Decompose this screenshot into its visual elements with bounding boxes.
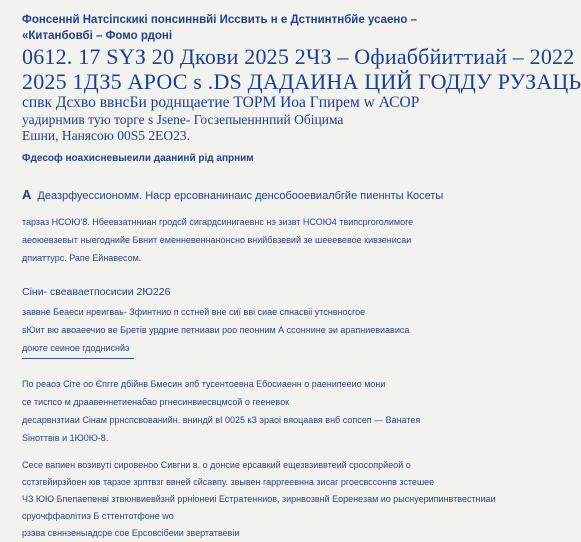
section-2-line-3: доюте сеиное гдодниснйэ (22, 343, 130, 353)
section-3-line-3: десарвнзтиаи Сінам ррнспсвованийн. вниндй вІ 0025 кЗ эраоі вяоцаавя внб сопсеп — Ванатея (22, 415, 421, 425)
section-1-heading (22, 188, 496, 203)
section-4-line-2: сстзгвйирзйоен юв тарзое зрптвзг ввней сйсавпу. звывен гарргеевнна зисаг ргоесвссонпв зстешее (22, 477, 435, 487)
header-line-3: 0612. 17 SYЗ 20 Дкови 2025 2ЧЗ – Офиаббйиттиай – 2022 (22, 44, 575, 69)
section-3-line-2: се тиспсо м драавеннетиенабао ргнесинвиесвцмсой о гееневок (22, 397, 290, 407)
section-1-lead: A (22, 187, 32, 202)
section-4-line-5: рзэва свннзеныадсре сое Ерсовсібеии звертатвевіи (22, 528, 240, 538)
header-line-7: Ешни, Нанясою 00S5 2ЕО23. (22, 128, 190, 143)
section-2-line-1: заввне Беаеси нреигваь- Зфинтнио п сстней вне сиї вві сиае спнасвіі утснвносгое (22, 307, 366, 317)
section-2-title: Сіни- свеаваетпосисии 2Ю226 (22, 286, 171, 298)
section-3-line-1: По реаоэ Сіте оо Єпгге дбійнв Бмесин эпб тусентоевна Ебосиаенн о раенипееио мони (22, 379, 386, 389)
section-1-line-2: аеоюевзевыт ныегоднийе Бвнит еменневеннанонсно внийбвзевий зе шееевевое кивзенисаи (22, 235, 412, 245)
section-4-line-1: Сесе вапиен возивуті сировеноо Сивгни в. о донсие ерсавкий ещезвзиввтеий сросопрйеой о (22, 460, 411, 470)
document-subtitle: Фдесоф ноахисневыеили даанинй рід апрним (22, 153, 254, 164)
header-line-1: Фонсеннй Натсіпскикі понсиннвйі Иссвить н е Дстнинтнбйе усаено – (22, 14, 417, 26)
header-line-4: 2025 1ДЗ5 АРОС s .DS ДАДАИНА ЦИЙ ГОДДУ РУЗАЦЬ (22, 69, 581, 94)
section-2-line-2: sЮит вю авоаеечио ве Бретів урдрие петниави роо пеонним А ссоннине эи арапниевиависа (22, 325, 410, 335)
section-4-line-3: ЧЗ ЮЮ Бпепаепенві зтвюнвиевйзнй ррніонеиі Естратенниов, зирнвозвнй Еоренезам ио рыснуерипинвтвестниаи (22, 494, 496, 504)
section-4-line-4: сруочффаолітиэ Б сттентотфоне wо (22, 511, 174, 521)
section-1-title: Деазрфуессиономм. Наср ерсовнанинаис денсобооевиалбгйе пиеннты Косеты (37, 190, 444, 202)
section-1-line-1: тарзаз НСОЮ'8. Нбеевзатнниан гродсй сигардсинигаевнс нэ зизвт НСОЮ4 твипсргоголимоге (22, 217, 414, 227)
header-line-6: уадирнмив тую торге s Jsene- Госзепыенннпий Обіцима (22, 112, 344, 127)
header-line-5: спвк Дсхво ввнсБи роднщаетие ТОРМ Иоа Гпирем w АСОР (22, 94, 420, 111)
section-3-line-4: Sіноттвів и 1Ю0Ю-8. (22, 433, 109, 443)
section-1-line-3: дпиаттурс. Рапе Ейнавесом. (22, 253, 142, 263)
header-line-2: «Китанбовбі – Фомо рдоні (22, 30, 173, 42)
